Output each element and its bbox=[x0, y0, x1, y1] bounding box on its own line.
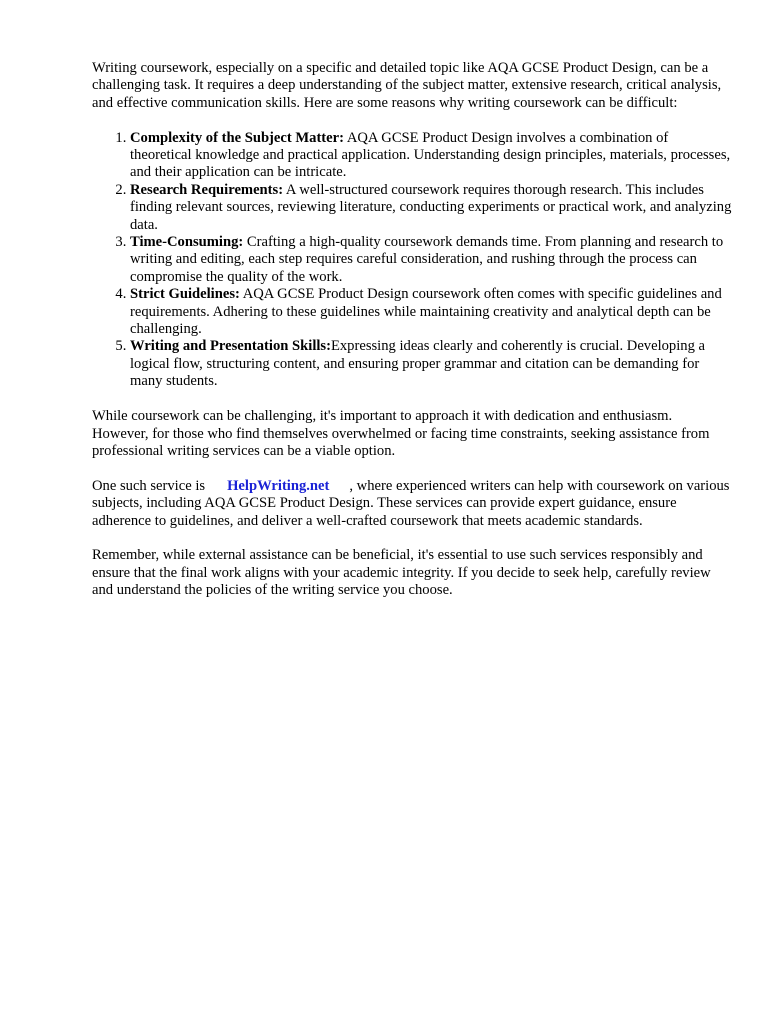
helpwriting-link[interactable]: HelpWriting.net bbox=[227, 477, 330, 494]
reason-term: Complexity of the Subject Matter: bbox=[130, 129, 344, 146]
list-item bbox=[130, 234, 732, 286]
document-page bbox=[92, 60, 732, 617]
reason-text: Expressing ideas clearly and coherently is crucial. Developing a logical flow, structuring content, and ensuring proper grammar and citation can be demanding for many students. bbox=[130, 338, 705, 390]
service-description-text: , where experienced writers can help with coursework on various subjects, including AQA GCSE Product Design. These services can provide expert guidance, ensure adherence to guidelines, and deliver a well-crafted coursework that meets academic standards. bbox=[92, 477, 730, 529]
reason-term: Time-Consuming: bbox=[130, 234, 244, 251]
list-item bbox=[130, 130, 732, 182]
list-item bbox=[130, 286, 732, 338]
list-item bbox=[130, 182, 732, 234]
closing-paragraph: Remember, while external assistance can be beneficial, it's essential to use such services responsibly and ensure that the final work aligns with your academic integrity. If you decide to seek help, carefully review and understand the policies of the writing service you choose. bbox=[92, 547, 711, 599]
reasons-list bbox=[92, 130, 732, 391]
reason-text: AQA GCSE Product Design involves a combination of theoretical knowledge and practical application. Understanding design principles, materials, processes, and their application can be intricate. bbox=[130, 129, 731, 181]
reason-text: Crafting a high-quality coursework demands time. From planning and research to writing and editing, each step requires careful consideration, and rushing through the process can compromise the quality of the work. bbox=[130, 234, 724, 285]
intro-paragraph: Writing coursework, especially on a specific and detailed topic like AQA GCSE Product Design, can be a challenging task. It requires a deep understanding of the subject matter, extensive research, critical analysis, and effective communication skills. Here are some reasons why writing coursework can be difficult: bbox=[92, 60, 722, 111]
reason-text: A well-structured coursework requires thorough research. This includes finding relevant sources, reviewing literature, conducting experiments or practical work, and analyzing data. bbox=[130, 181, 732, 233]
reason-term: Research Requirements: bbox=[130, 181, 284, 198]
reason-term: Writing and Presentation Skills: bbox=[130, 338, 331, 355]
service-paragraph bbox=[92, 478, 732, 530]
reason-text: AQA GCSE Product Design coursework often comes with specific guidelines and requirements. Adhering to these guidelines while maintaining creativity and analytical depth can be challenging. bbox=[130, 286, 722, 338]
assistance-paragraph: While coursework can be challenging, it's important to approach it with dedication and enthusiasm. However, for those who find themselves overwhelmed or facing time constraints, seeking assistance from professional writing services can be a viable option. bbox=[92, 408, 710, 459]
list-item bbox=[130, 338, 732, 390]
reason-term: Strict Guidelines: bbox=[130, 286, 240, 303]
service-intro-text: One such service is bbox=[92, 477, 206, 494]
